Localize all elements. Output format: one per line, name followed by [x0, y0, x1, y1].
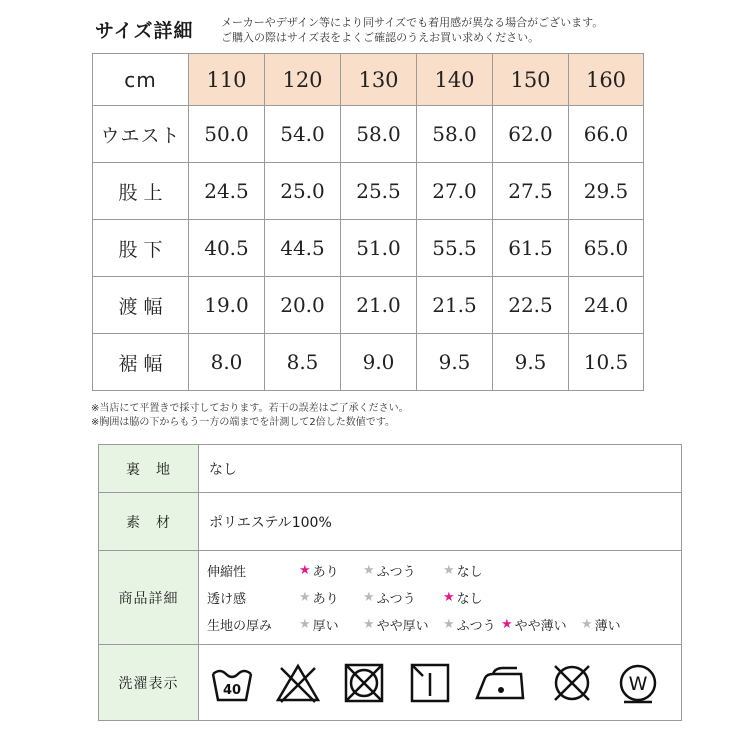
- table-row: [93, 220, 644, 277]
- no-bleach-icon: [275, 660, 321, 706]
- option-text: なし: [456, 592, 483, 607]
- option-text: ふつう: [456, 619, 496, 634]
- detail-option: [501, 615, 581, 634]
- details-label: 商品詳細: [99, 551, 199, 645]
- table-cell: 19.0: [189, 277, 265, 334]
- table-row: [93, 106, 644, 163]
- table-cell: 27.0: [417, 163, 493, 220]
- star-icon: ★: [443, 563, 455, 578]
- iron-low-icon: [473, 660, 529, 706]
- material-value: ポリエステル100%: [199, 493, 682, 551]
- table-row: [93, 277, 644, 334]
- measurement-notes: [91, 402, 409, 430]
- detail-transparency: [207, 584, 681, 611]
- row-label: ウエスト: [93, 106, 189, 163]
- line-dry-shade-icon: [407, 660, 453, 706]
- details-row: [99, 551, 682, 645]
- option-text: やや薄い: [514, 619, 567, 634]
- table-cell: 22.5: [493, 277, 569, 334]
- table-cell: 20.0: [265, 277, 341, 334]
- lining-row: [99, 445, 682, 493]
- row-label: 股上: [93, 163, 189, 220]
- size-header-row: [93, 54, 644, 106]
- header-note-line: ご購入の際はサイズ表をよくご確認のうえお買い求めください。: [221, 31, 540, 44]
- wet-clean-icon: [615, 660, 661, 706]
- table-cell: 51.0: [341, 220, 417, 277]
- option-text: なし: [456, 565, 483, 580]
- table-cell: 66.0: [569, 106, 644, 163]
- option-text: 薄い: [594, 619, 621, 634]
- wet-clean-letter: W: [628, 672, 648, 695]
- detail-option: [443, 561, 483, 580]
- star-icon: ★: [581, 617, 593, 632]
- table-cell: 29.5: [569, 163, 644, 220]
- table-cell: 24.0: [569, 277, 644, 334]
- star-icon: ★: [299, 590, 311, 605]
- table-cell: 8.0: [189, 334, 265, 391]
- care-value: [199, 645, 682, 721]
- note-line: ※当店にて平置きで採寸しております。若干の誤差はご了承ください。: [91, 403, 409, 414]
- table-cell: 25.0: [265, 163, 341, 220]
- table-cell: 55.5: [417, 220, 493, 277]
- detail-option: [363, 615, 443, 634]
- table-cell: 24.5: [189, 163, 265, 220]
- detail-option: [443, 588, 483, 607]
- size-header-cell: 130: [341, 54, 417, 106]
- size-header-cell: 140: [417, 54, 493, 106]
- details-value: [199, 551, 682, 645]
- star-icon: ★: [363, 590, 375, 605]
- detail-option: [363, 561, 443, 580]
- table-row: [93, 163, 644, 220]
- lining-label: 裏 地: [99, 445, 199, 493]
- star-icon: ★: [501, 617, 513, 632]
- detail-option: [443, 615, 501, 634]
- star-icon: ★: [363, 563, 375, 578]
- detail-label: 伸縮性: [207, 565, 247, 580]
- header-note: [221, 15, 603, 45]
- size-header-cell: 150: [493, 54, 569, 106]
- table-cell: 62.0: [493, 106, 569, 163]
- product-info-table: [98, 444, 682, 721]
- material-label: 素 材: [99, 493, 199, 551]
- size-header-cell: 110: [189, 54, 265, 106]
- star-icon: ★: [443, 590, 455, 605]
- detail-option: [299, 588, 363, 607]
- table-cell: 25.5: [341, 163, 417, 220]
- row-label: 渡幅: [93, 277, 189, 334]
- table-cell: 27.5: [493, 163, 569, 220]
- option-text: やや厚い: [376, 619, 429, 634]
- option-text: ふつう: [376, 592, 416, 607]
- table-cell: 9.0: [341, 334, 417, 391]
- row-label: 股下: [93, 220, 189, 277]
- unit-cell: cm: [93, 54, 189, 106]
- star-icon: ★: [443, 617, 455, 632]
- care-label: 洗濯表示: [99, 645, 199, 721]
- size-header-cell: 120: [265, 54, 341, 106]
- table-cell: 9.5: [417, 334, 493, 391]
- table-row: [93, 334, 644, 391]
- table-cell: 50.0: [189, 106, 265, 163]
- detail-label: 生地の厚み: [207, 619, 273, 634]
- size-header-cell: 160: [569, 54, 644, 106]
- table-cell: 40.5: [189, 220, 265, 277]
- table-cell: 61.5: [493, 220, 569, 277]
- table-cell: 21.5: [417, 277, 493, 334]
- table-cell: 58.0: [417, 106, 493, 163]
- option-text: ふつう: [376, 565, 416, 580]
- header-note-line: メーカーやデザイン等により同サイズでも着用感が異なる場合がございます。: [221, 16, 604, 29]
- material-row: [99, 493, 682, 551]
- detail-option: [299, 615, 363, 634]
- size-table: [92, 53, 644, 391]
- detail-option: [363, 588, 443, 607]
- row-label: 裾幅: [93, 334, 189, 391]
- table-cell: 44.5: [265, 220, 341, 277]
- table-cell: 8.5: [265, 334, 341, 391]
- no-tumble-dry-icon: [341, 660, 387, 706]
- wash-40-icon: [209, 660, 255, 706]
- table-cell: 9.5: [493, 334, 569, 391]
- table-cell: 10.5: [569, 334, 644, 391]
- option-text: あり: [312, 592, 339, 607]
- detail-option: [299, 561, 363, 580]
- star-icon: ★: [299, 617, 311, 632]
- lining-value: なし: [199, 445, 682, 493]
- table-cell: 54.0: [265, 106, 341, 163]
- no-dry-clean-icon: [549, 660, 595, 706]
- wash-temp: 40: [222, 682, 242, 698]
- page-title: サイズ詳細: [95, 20, 194, 42]
- detail-thickness: [207, 611, 681, 638]
- option-text: 厚い: [312, 619, 339, 634]
- star-icon: ★: [299, 563, 311, 578]
- detail-stretch: [207, 557, 681, 584]
- table-cell: 21.0: [341, 277, 417, 334]
- table-cell: 58.0: [341, 106, 417, 163]
- option-text: あり: [312, 565, 339, 580]
- star-icon: ★: [363, 617, 375, 632]
- table-cell: 65.0: [569, 220, 644, 277]
- detail-label: 透け感: [207, 592, 247, 607]
- detail-option: [581, 615, 621, 634]
- note-line: ※胸囲は脇の下からもう一方の端までを計測して2倍した数値です。: [91, 417, 395, 428]
- care-row: [99, 645, 682, 721]
